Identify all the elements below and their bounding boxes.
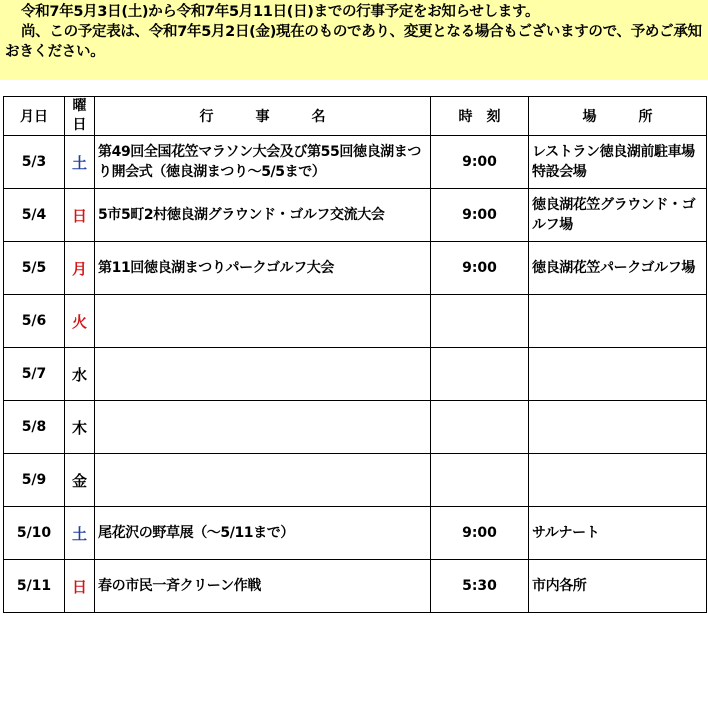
header-day-of-week (65, 97, 95, 136)
row-date: 5/5 (4, 242, 65, 295)
table-row (4, 348, 707, 401)
row-date: 5/11 (4, 560, 65, 613)
row-date: 5/4 (4, 189, 65, 242)
row-date: 5/6 (4, 295, 65, 348)
row-date: 5/8 (4, 401, 65, 454)
header-dow-bottom: 日 (72, 117, 87, 133)
table-row (4, 507, 707, 560)
row-day-of-week: 日 (65, 560, 95, 613)
row-date: 5/7 (4, 348, 65, 401)
row-event (95, 401, 431, 454)
header-place: 場 所 (529, 97, 707, 136)
row-day-of-week: 土 (65, 507, 95, 560)
row-place (529, 348, 707, 401)
row-day-of-week: 水 (65, 348, 95, 401)
row-time (431, 401, 529, 454)
row-place: レストラン徳良湖前駐車場 特設会場 (529, 136, 707, 189)
row-day-of-week: 日 (65, 189, 95, 242)
row-event: 5市5町2村徳良湖グラウンド・ゴルフ交流大会 (95, 189, 431, 242)
row-day-of-week: 金 (65, 454, 95, 507)
row-event: 尾花沢の野草展（～5/11まで） (95, 507, 431, 560)
row-time (431, 295, 529, 348)
row-day-of-week: 月 (65, 242, 95, 295)
notice-banner (0, 0, 708, 80)
row-day-of-week: 土 (65, 136, 95, 189)
row-date: 5/10 (4, 507, 65, 560)
table-row (4, 560, 707, 613)
row-time (431, 348, 529, 401)
row-event (95, 295, 431, 348)
notice-line-1: 令和7年5月3日(土)から令和7年5月11日(日)までの行事予定をお知らせします。 (21, 4, 540, 20)
row-event (95, 454, 431, 507)
header-date: 月日 (4, 97, 65, 136)
row-time (431, 454, 529, 507)
row-place (529, 401, 707, 454)
row-time: 5:30 (431, 560, 529, 613)
header-dow-top: 曜 (72, 98, 87, 114)
header-event: 行 事 名 (95, 97, 431, 136)
row-event (95, 348, 431, 401)
row-event: 第49回全国花笠マラソン大会及び第55回徳良湖まつり開会式（徳良湖まつり～5/5まで） (95, 136, 431, 189)
row-event: 第11回徳良湖まつりパークゴルフ大会 (95, 242, 431, 295)
row-day-of-week: 木 (65, 401, 95, 454)
row-time: 9:00 (431, 507, 529, 560)
row-date: 5/3 (4, 136, 65, 189)
table-row (4, 454, 707, 507)
row-place (529, 454, 707, 507)
row-event: 春の市民一斉クリーン作戦 (95, 560, 431, 613)
table-row (4, 242, 707, 295)
row-day-of-week: 火 (65, 295, 95, 348)
header-time: 時 刻 (431, 97, 529, 136)
row-place: サルナート (529, 507, 707, 560)
table-row (4, 136, 707, 189)
row-time: 9:00 (431, 136, 529, 189)
row-place: 市内各所 (529, 560, 707, 613)
table-header-row (4, 97, 707, 136)
row-place (529, 295, 707, 348)
notice-line-2: 尚、この予定表は、令和7年5月2日(金)現在のものであり、変更となる場合もございますので、予めご承知おきください。 (5, 24, 702, 60)
table-row (4, 189, 707, 242)
row-place: 徳良湖花笠パークゴルフ場 (529, 242, 707, 295)
row-time: 9:00 (431, 189, 529, 242)
row-date: 5/9 (4, 454, 65, 507)
table-row (4, 295, 707, 348)
table-row (4, 401, 707, 454)
schedule-table (3, 96, 707, 613)
row-place: 徳良湖花笠グラウンド・ゴルフ場 (529, 189, 707, 242)
row-time: 9:00 (431, 242, 529, 295)
